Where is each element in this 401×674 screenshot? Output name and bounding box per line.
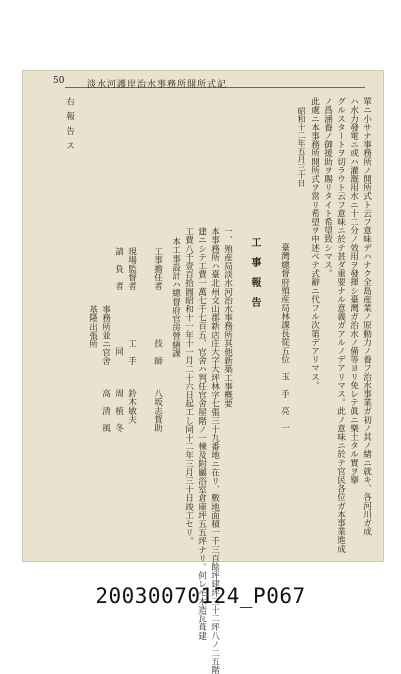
section-title: 工 事 報 告 xyxy=(249,237,260,307)
closing-line: 右報告ス xyxy=(64,97,75,156)
staff-name: 高 清 風 xyxy=(100,389,111,432)
text-column: ハ水力發電ニ或ハ灌漑用水ニ十二分ノ效用ヲ發揮シ臺灣ガ治水ノ備等ヨリ免レテ眞ニ樂土タル實ヲ擧 xyxy=(348,97,359,484)
staff-title: 同 xyxy=(113,347,124,356)
image-caption: 20030070124_P067 xyxy=(95,584,306,608)
staff-role: 現場監督者 xyxy=(126,247,137,290)
staff-role: 請 負 者 xyxy=(113,247,124,290)
date-line: 昭和十二年五月三十日 xyxy=(297,107,306,187)
text-column: 本事務所ハ臺北州文山郡新店庄大字大坪林字七張三十九番地ニ在リ、敷地面積一千三百餘坪建坪三十二坪八ノ二五階 xyxy=(209,227,220,674)
text-column: 建ニシテ工費一萬七千七百五、官舍ハ判任官舍屋階ノ一棟及附屬浴室倉庫坪五五坪ナリ。何レモ木造瓦葺建 xyxy=(196,227,207,640)
staff-title: 基隆出張所 xyxy=(87,305,98,348)
page-number: 50 xyxy=(53,76,65,86)
text-column: 工費八千壹百拾圓昭和十一年十一月二十六日起工し同十二年三月三十日竣工セリ。 xyxy=(183,227,194,546)
staff-title: 工 手 xyxy=(126,339,137,365)
staff-title: 事務所並ニ官舍 xyxy=(100,305,111,366)
signature: 臺灣總督府殖産局林課長從五位 玉 手 亮 一 xyxy=(279,243,290,433)
text-column: 單ニ小サナ事務所ノ開所式ト云フ意味デハナク全島産業ノ原動力ノ養フ治水事業ガ初ノ其ノ緒ニ就キ、各河川ガ成 xyxy=(361,97,372,536)
staff-name: 鈴木敏夫 xyxy=(126,389,137,424)
staff-role: 工事擔任者 xyxy=(152,247,163,290)
text-column: ノ爲涵養ノ御援助ヲ賜リタイト希望致シマス。 xyxy=(322,97,333,278)
text-column: 一、殖産局淡水河治水事務所其他新築工事概要 xyxy=(222,227,233,408)
staff-name: 周 植 冬 xyxy=(113,389,124,432)
text-column: 本工事設計ハ總督府官房營繕課 xyxy=(170,237,181,358)
staff-name: 八坂志賀助 xyxy=(152,389,163,432)
text-column: 此處ニ本事務所開所式ヲ當リ希望ヲ申述ベテ式辭ニ代フル次第デアリマス。 xyxy=(309,97,320,390)
running-title: 淡水河護岸治水事務所開所式記 xyxy=(87,80,228,90)
staff-title: 技 師 xyxy=(152,339,163,365)
text-column: グルスタートヲ切ラウト云フ意味ニ於テ甚ダ重要ナル意義ガアルノデアリマス。此ノ意味ニ於テ官民各位ガ本事業進成 xyxy=(335,97,346,553)
